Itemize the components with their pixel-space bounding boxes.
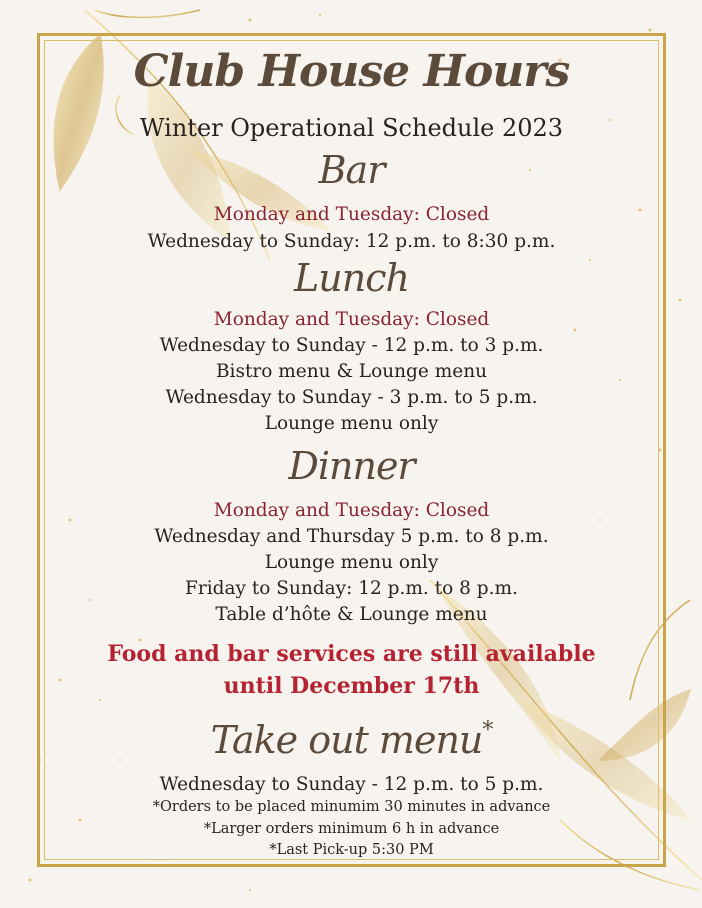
page-subtitle: Winter Operational Schedule 2023 <box>139 114 564 142</box>
dinner-line: Friday to Sunday: 12 p.m. to 8 p.m. <box>185 578 518 599</box>
takeout-note: *Orders to be placed minumim 30 minutes in advance <box>152 799 551 815</box>
bar-closed-days: Monday and Tuesday: Closed <box>213 204 490 225</box>
service-notice-line2: until December 17th <box>223 673 480 699</box>
takeout-note: *Larger orders minimum 6 h in advance <box>203 821 500 837</box>
dinner-line: Wednesday and Thursday 5 p.m. to 8 p.m. <box>154 526 549 547</box>
lunch-heading: Lunch <box>294 256 409 300</box>
takeout-heading-wrapper <box>44 718 659 762</box>
lunch-line: Lounge menu only <box>264 413 439 434</box>
lunch-line: Wednesday to Sunday - 12 p.m. to 3 p.m. <box>159 335 544 356</box>
dinner-line: Lounge menu only <box>264 552 439 573</box>
lunch-closed-days: Monday and Tuesday: Closed <box>213 309 490 330</box>
schedule-card <box>44 40 659 860</box>
dinner-line: Table d’hôte & Lounge menu <box>215 604 488 625</box>
lunch-line: Wednesday to Sunday - 3 p.m. to 5 p.m. <box>165 387 538 408</box>
page-title: Club House Hours <box>133 46 570 97</box>
bar-hours: Wednesday to Sunday: 12 p.m. to 8:30 p.m. <box>147 231 556 252</box>
lunch-line: Bistro menu & Lounge menu <box>215 361 488 382</box>
takeout-heading: Take out menu <box>210 718 483 762</box>
takeout-asterisk: * <box>482 718 493 743</box>
service-notice-line1: Food and bar services are still available <box>107 641 596 667</box>
takeout-note: *Last Pick-up 5:30 PM <box>269 842 434 858</box>
bar-heading: Bar <box>318 148 385 192</box>
dinner-heading: Dinner <box>288 444 415 488</box>
dinner-closed-days: Monday and Tuesday: Closed <box>213 500 490 521</box>
takeout-hours: Wednesday to Sunday - 12 p.m. to 5 p.m. <box>159 774 544 795</box>
